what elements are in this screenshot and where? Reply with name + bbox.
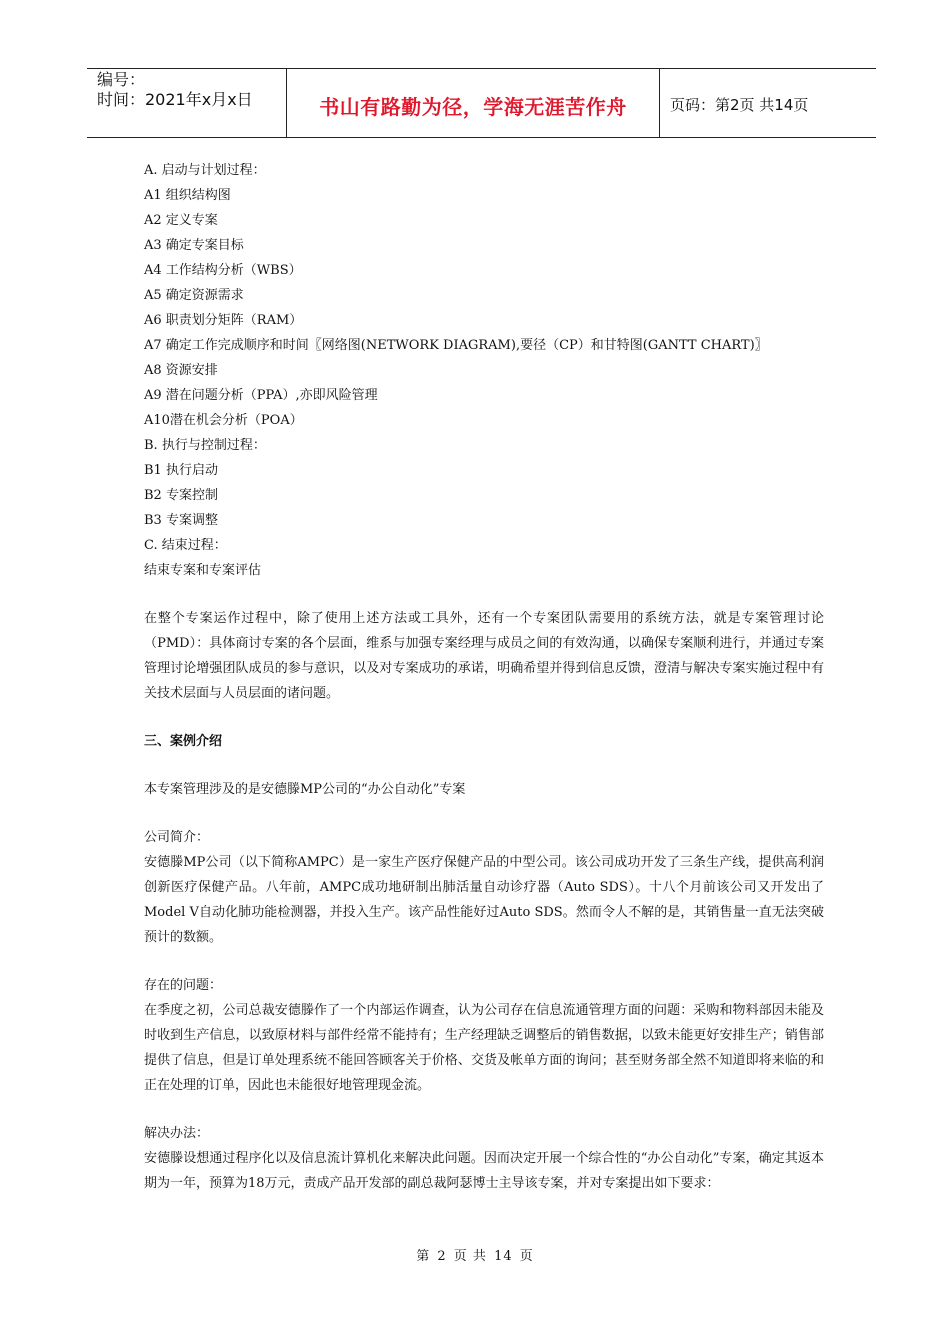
solution-description: 安德滕设想通过程序化以及信息流计算机化来解决此问题。因而决定开展一个综合性的“办公自动化”专案，确定其返本期为一年，预算为18万元，责成产品开发部的副总裁阿瑟博士主导该专案，并对专案提出如下要求： (144, 1151, 824, 1191)
document-number-label: 编号： (97, 70, 146, 89)
outline-item: A9 潜在问题分析（PPA）,亦即风险管理 (144, 388, 378, 403)
outline-item: 结束专案和专案评估 (144, 563, 262, 578)
page-footer (0, 1245, 950, 1264)
case-intro: 本专案管理涉及的是安德滕MP公司的“办公自动化”专案 (144, 782, 466, 797)
outline-item: B. 执行与控制过程： (144, 438, 266, 453)
page-header (87, 68, 876, 138)
outline-item: A1 组织结构图 (144, 188, 231, 203)
outline-item: A8 资源安排 (144, 363, 218, 378)
company-label: 公司简介： (144, 830, 210, 845)
outline-item: A7 确定工作完成顺序和时间〖网络图(NETWORK DIAGRAM),要径（CP）和甘特图(GANTT CHART)〗 (144, 338, 768, 353)
outline-item: C. 结束过程： (144, 538, 227, 553)
process-outline (144, 158, 824, 583)
footer-suffix: 页 (519, 1249, 534, 1264)
footer-prefix: 第 (416, 1249, 431, 1264)
outline-item: A6 职责划分矩阵（RAM） (144, 313, 303, 328)
footer-mid: 页 共 (453, 1249, 487, 1264)
outline-item: A2 定义专案 (144, 213, 218, 228)
footer-page-number: 2 (437, 1249, 447, 1264)
outline-item: B2 专案控制 (144, 488, 218, 503)
outline-item: A4 工作结构分析（WBS） (144, 263, 302, 278)
outline-item: A5 确定资源需求 (144, 288, 244, 303)
company-description: 安德滕MP公司（以下简称AMPC）是一家生产医疗保健产品的中型公司。该公司成功开发了三条生产线，提供高利润创新医疗保健产品。八年前，AMPC成功地研制出肺活量自动诊疗器（Auto SDS）。十八个月前该公司又开发出了Model V自动化肺功能检测器，并投入生产。该产品性能好过Auto SDS。然而令人不解的是，其销售量一直无法突破预计的数额。 (144, 855, 824, 945)
section-heading: 三、案例介绍 (144, 734, 223, 749)
footer-total-pages: 14 (494, 1249, 513, 1264)
header-meta (87, 69, 287, 137)
outline-item: A10潜在机会分析（POA） (144, 413, 303, 428)
document-date: 时间：2021年x月x日 (97, 90, 253, 109)
problem-description: 在季度之初，公司总裁安德滕作了一个内部运作调查，认为公司存在信息流通管理方面的问题：采购和物料部因未能及时收到生产信息，以致原材料与部件经常不能持有；生产经理缺乏调整后的销售数据，以致未能更好安排生产；销售部提供了信息，但是订单处理系统不能回答顾客关于价格、交货及帐单方面的询问；甚至财务部全然不知道即将来临的和正在处理的订单，因此也未能很好地管理现金流。 (144, 1003, 824, 1093)
header-motto: 书山有路勤为径，学海无涯苦作舟 (287, 69, 660, 137)
pmd-paragraph: 在整个专案运作过程中，除了使用上述方法或工具外，还有一个专案团队需要用的系统方法，就是专案管理讨论（PMD）：具体商讨专案的各个层面，维系与加强专案经理与成员之间的有效沟通，以确保专案顺利进行，并通过专案管理讨论增强团队成员的参与意识，以及对专案成功的承诺，明确希望并得到信息反馈，澄清与解决专案实施过程中有关技术层面与人员层面的诸问题。 (144, 611, 824, 701)
outline-item: B3 专案调整 (144, 513, 218, 528)
document-body (144, 158, 824, 1196)
solution-label: 解决办法： (144, 1126, 210, 1141)
outline-item: B1 执行启动 (144, 463, 218, 478)
header-page-info: 页码：第2页 共14页 (670, 95, 809, 114)
outline-item: A3 确定专案目标 (144, 238, 244, 253)
problem-label: 存在的问题： (144, 978, 223, 993)
outline-item: A. 启动与计划过程： (144, 163, 266, 178)
